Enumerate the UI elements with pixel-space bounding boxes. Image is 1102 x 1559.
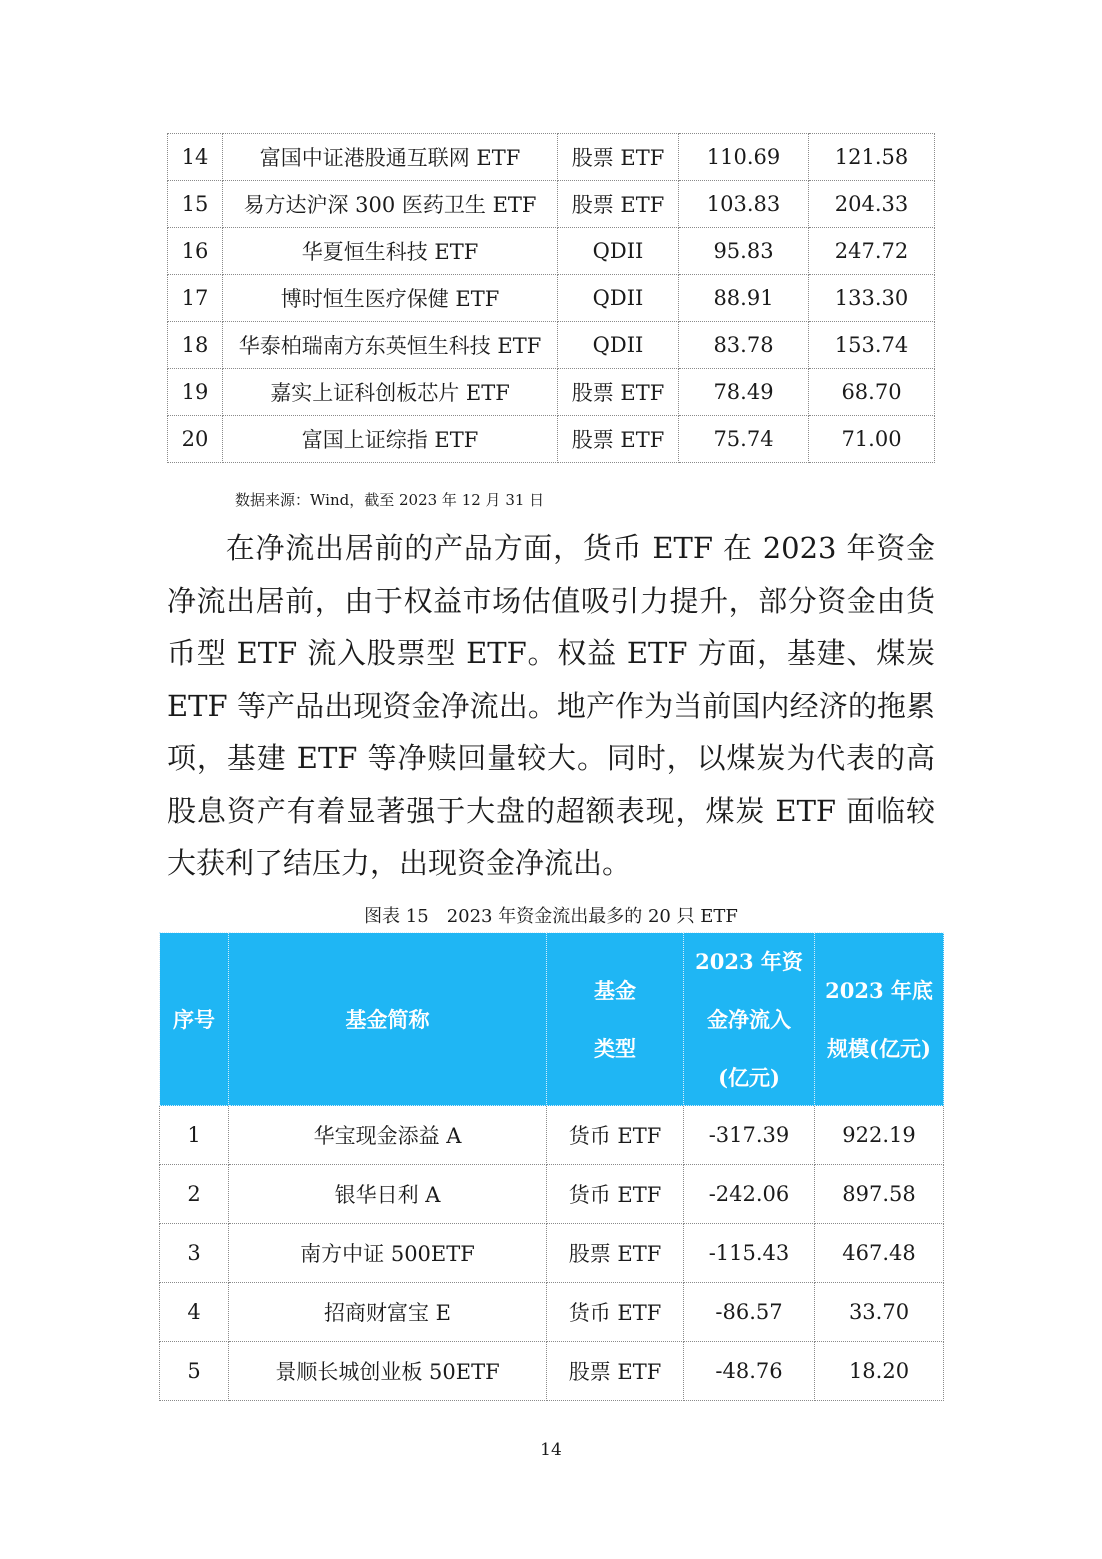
fund-name: 招商财富宝 E [229, 1283, 547, 1342]
year-end-scale: 467.48 [815, 1224, 944, 1283]
net-flow: 110.69 [679, 134, 809, 181]
row-number: 19 [168, 369, 223, 416]
fund-type: 股票 ETF [558, 134, 679, 181]
table-row [168, 416, 935, 463]
header-flow [684, 933, 815, 1106]
net-flow: 83.78 [679, 322, 809, 369]
fund-type: 货币 ETF [547, 1106, 684, 1165]
table-row [168, 181, 935, 228]
header-name: 基金简称 [229, 933, 547, 1106]
year-end-scale: 247.72 [809, 228, 935, 275]
row-number: 2 [160, 1165, 229, 1224]
table-row [160, 1342, 944, 1401]
fund-name: 银华日利 A [229, 1165, 547, 1224]
fund-type: 货币 ETF [547, 1283, 684, 1342]
header-flow-line1: 2023 年资 [695, 948, 803, 974]
header-scale-line1: 2023 年底 [825, 977, 933, 1003]
year-end-scale: 133.30 [809, 275, 935, 322]
net-flow: -115.43 [684, 1224, 815, 1283]
year-end-scale: 33.70 [815, 1283, 944, 1342]
row-number: 18 [168, 322, 223, 369]
fund-type: 股票 ETF [558, 181, 679, 228]
page-number: 14 [540, 1440, 562, 1460]
fund-type: 股票 ETF [547, 1342, 684, 1401]
net-flow: 95.83 [679, 228, 809, 275]
fund-type: QDII [558, 322, 679, 369]
header-flow-line3: (亿元) [718, 1064, 780, 1090]
table-row [160, 1283, 944, 1342]
table-row [168, 275, 935, 322]
year-end-scale: 18.20 [815, 1342, 944, 1401]
etf-outflow-table [159, 932, 944, 1401]
fund-type: 股票 ETF [558, 369, 679, 416]
row-number: 14 [168, 134, 223, 181]
row-number: 17 [168, 275, 223, 322]
net-flow: -86.57 [684, 1283, 815, 1342]
body-paragraph-text: 在净流出居前的产品方面，货币 ETF 在 2023 年资金净流出居前，由于权益市场估值吸引力提升，部分资金由货币型 ETF 流入股票型 ETF。权益 ETF 方面，基建、煤炭 ETF 等产品出现资金净流出。地产作为当前国内经济的拖累项，基建 ETF 等净赎回量较大。同时，以煤炭为代表的高股息资产有着显著强于大盘的超额表现，煤炭 ETF 面临较大获利了结压力，出现资金净流出。 [167, 531, 935, 880]
fund-type: 股票 ETF [558, 416, 679, 463]
net-flow: -48.76 [684, 1342, 815, 1401]
net-flow: 75.74 [679, 416, 809, 463]
fund-name: 富国中证港股通互联网 ETF [223, 134, 558, 181]
header-type-line1: 基金 [594, 977, 636, 1003]
body-paragraph [167, 522, 935, 890]
table-row [160, 1224, 944, 1283]
fund-type: QDII [558, 228, 679, 275]
net-flow: -317.39 [684, 1106, 815, 1165]
row-number: 4 [160, 1283, 229, 1342]
etf-inflow-table-continued [167, 133, 935, 463]
year-end-scale: 153.74 [809, 322, 935, 369]
fund-name: 华宝现金添益 A [229, 1106, 547, 1165]
header-scale [815, 933, 944, 1106]
table-row [160, 1106, 944, 1165]
fund-name: 华夏恒生科技 ETF [223, 228, 558, 275]
year-end-scale: 922.19 [815, 1106, 944, 1165]
header-no: 序号 [160, 933, 229, 1106]
table-row [160, 1165, 944, 1224]
net-flow: 88.91 [679, 275, 809, 322]
fund-name: 嘉实上证科创板芯片 ETF [223, 369, 558, 416]
fund-type: QDII [558, 275, 679, 322]
year-end-scale: 897.58 [815, 1165, 944, 1224]
table-row [168, 134, 935, 181]
net-flow: 78.49 [679, 369, 809, 416]
row-number: 1 [160, 1106, 229, 1165]
fund-name: 博时恒生医疗保健 ETF [223, 275, 558, 322]
row-number: 3 [160, 1224, 229, 1283]
row-number: 20 [168, 416, 223, 463]
header-scale-line2: 规模(亿元) [827, 1035, 931, 1061]
year-end-scale: 68.70 [809, 369, 935, 416]
year-end-scale: 71.00 [809, 416, 935, 463]
fund-type: 货币 ETF [547, 1165, 684, 1224]
data-source-note: 数据来源：Wind，截至 2023 年 12 月 31 日 [235, 491, 545, 509]
table-row [168, 322, 935, 369]
table-header-row [160, 933, 944, 1106]
fund-name: 景顺长城创业板 50ETF [229, 1342, 547, 1401]
fund-name: 易方达沪深 300 医药卫生 ETF [223, 181, 558, 228]
year-end-scale: 121.58 [809, 134, 935, 181]
fund-name: 富国上证综指 ETF [223, 416, 558, 463]
header-type [547, 933, 684, 1106]
row-number: 16 [168, 228, 223, 275]
year-end-scale: 204.33 [809, 181, 935, 228]
row-number: 5 [160, 1342, 229, 1401]
fund-name: 华泰柏瑞南方东英恒生科技 ETF [223, 322, 558, 369]
net-flow: -242.06 [684, 1165, 815, 1224]
row-number: 15 [168, 181, 223, 228]
header-type-line2: 类型 [594, 1035, 636, 1061]
table-row [168, 228, 935, 275]
header-flow-line2: 金净流入 [707, 1006, 791, 1032]
fund-name: 南方中证 500ETF [229, 1224, 547, 1283]
fund-type: 股票 ETF [547, 1224, 684, 1283]
net-flow: 103.83 [679, 181, 809, 228]
table-row [168, 369, 935, 416]
table-caption: 图表 15 2023 年资金流出最多的 20 只 ETF [364, 906, 738, 927]
